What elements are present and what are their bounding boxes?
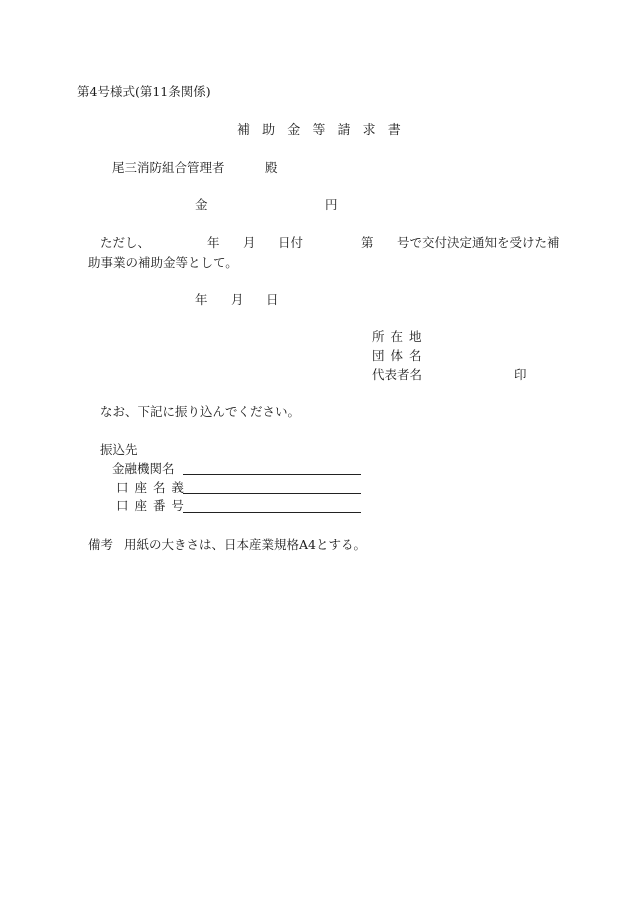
bank-field-label-institution: 金融機関名 [112, 461, 175, 476]
applicant-rep-label: 代表者名 [372, 367, 423, 382]
bank-field-line-account-name [183, 493, 361, 494]
transfer-note: なお、下記に振り込んでください。 [100, 404, 301, 419]
bank-field-label-account-number: 口 座 番 号 [116, 498, 185, 513]
addressee-honorific: 殿 [265, 160, 278, 175]
applicant-seal: 印 [514, 367, 527, 382]
applicant-address-label: 所 在 地 [372, 329, 423, 344]
body-line2: 助事業の補助金等として。 [88, 255, 238, 270]
bank-field-line-institution [183, 474, 361, 475]
bank-field-line-account-number [183, 512, 361, 513]
body-year: 年 [207, 235, 220, 250]
date-year: 年 [195, 292, 208, 307]
bank-field-label-account-name: 口 座 名 義 [116, 480, 185, 495]
body-dai: 第 [361, 235, 374, 250]
body-day-dated: 日付 [278, 235, 304, 250]
date-month: 月 [231, 292, 244, 307]
form-number: 第4号様式(第11条関係) [77, 84, 211, 99]
body-month: 月 [243, 235, 256, 250]
document-title: 補 助 金 等 請 求 書 [237, 123, 405, 138]
remarks-text: 用紙の大きさは、日本産業規格A4とする。 [124, 537, 366, 552]
bank-heading: 振込先 [100, 442, 138, 457]
body-lead: ただし、 [100, 235, 151, 250]
amount-unit: 円 [325, 197, 338, 212]
date-day: 日 [266, 292, 279, 307]
remarks-label: 備考 [88, 537, 114, 552]
amount-label: 金 [195, 197, 208, 212]
body-rest: 号で交付決定通知を受けた補 [397, 235, 560, 250]
addressee-name: 尾三消防組合管理者 [112, 160, 225, 175]
applicant-org-label: 団 体 名 [372, 348, 423, 363]
